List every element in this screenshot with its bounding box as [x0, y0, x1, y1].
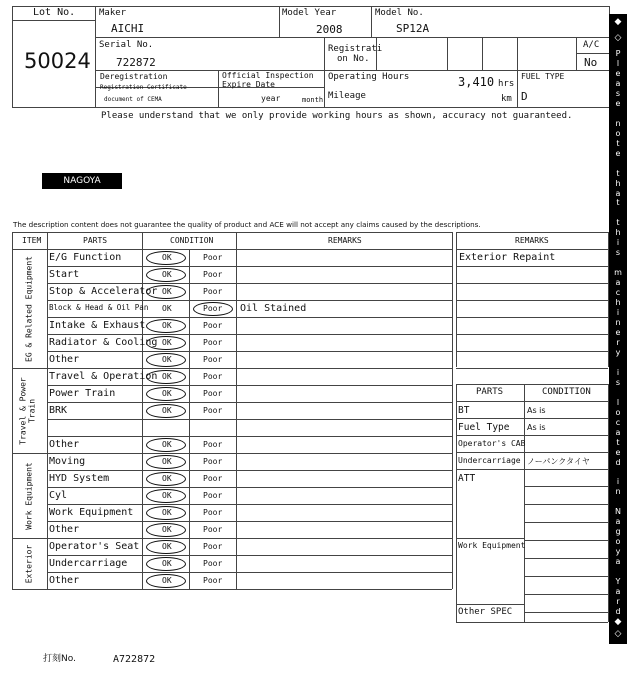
- diamond-outline-icon: ◇: [614, 629, 622, 639]
- selected-ok-circle: [146, 557, 186, 571]
- poor-option[interactable]: Poor: [203, 270, 223, 279]
- pc-row-part: Operator's CAB: [458, 439, 526, 448]
- col-header-remarks: REMARKS: [328, 236, 362, 245]
- fuel-type-label: FUEL TYPE: [521, 72, 565, 81]
- row-part-label: Cyl: [49, 490, 68, 501]
- selected-ok-circle: [146, 523, 186, 537]
- sidebar-char: y: [615, 347, 621, 357]
- selected-ok-circle: [146, 353, 186, 367]
- item-group-label-line1: Work Equipment: [24, 461, 34, 530]
- sidebar-char: a: [615, 587, 621, 597]
- right-remarks-header: REMARKS: [515, 236, 549, 245]
- pc-work-equipment: Work Equipment: [458, 541, 526, 550]
- row-remark: Oil Stained: [240, 303, 307, 314]
- row-part-label: Stop & Accelerator: [49, 286, 158, 297]
- selected-ok-circle: [146, 540, 186, 554]
- ok-option[interactable]: OK: [162, 338, 172, 347]
- pc-other-spec: Other SPEC: [458, 607, 513, 617]
- table-row: [47, 487, 452, 504]
- diamond-icon: ◆: [614, 17, 622, 27]
- selected-ok-circle: [146, 506, 186, 520]
- serial-label: Serial No.: [99, 40, 154, 50]
- diamond-outline-icon: ◇: [614, 33, 622, 43]
- table-row: [47, 266, 452, 283]
- ok-option[interactable]: OK: [162, 542, 172, 551]
- item-group-label: [19, 368, 41, 453]
- table-row: [47, 351, 452, 368]
- table-row: [47, 572, 452, 589]
- sidebar-char: d: [615, 607, 621, 616]
- sidebar-char: a: [615, 517, 621, 527]
- fuel-type-value: D: [521, 90, 528, 103]
- model-year-value: 2008: [316, 23, 343, 36]
- row-part-label: Other: [49, 524, 80, 535]
- selected-ok-circle: [146, 455, 186, 469]
- item-group-label-line2: Train: [27, 398, 37, 423]
- pc-row-part: Undercarriage: [458, 456, 521, 465]
- col-header-item: ITEM: [22, 236, 42, 245]
- sidebar-char: d: [615, 457, 621, 467]
- sidebar-char: o: [615, 407, 621, 417]
- row-part-label: Undercarriage: [49, 558, 128, 569]
- registration-label-2: on No.: [337, 54, 370, 64]
- pc-col-condition: CONDITION: [542, 387, 591, 397]
- km-unit: km: [501, 94, 512, 104]
- col-header-parts: PARTS: [83, 236, 108, 245]
- lot-number: 50024: [24, 49, 91, 73]
- diamond-icon: ◆: [614, 617, 622, 627]
- poor-option[interactable]: Poor: [203, 338, 223, 347]
- hrs-unit: hrs: [498, 79, 515, 89]
- sidebar-char: t: [616, 138, 620, 148]
- sidebar-char: s: [615, 88, 621, 98]
- poor-option[interactable]: Poor: [203, 355, 223, 364]
- ok-option[interactable]: OK: [162, 474, 172, 483]
- poor-option[interactable]: Poor: [203, 491, 223, 500]
- sidebar-char: a: [615, 278, 621, 288]
- sidebar-char: t: [616, 168, 620, 178]
- pc-col-parts: PARTS: [476, 387, 504, 397]
- ok-option[interactable]: OK: [162, 406, 172, 415]
- ok-option[interactable]: OK: [162, 559, 172, 568]
- stamp-label: 打刻No.: [43, 654, 76, 664]
- sidebar-char: o: [615, 128, 621, 138]
- sidebar-char: e: [615, 328, 621, 337]
- item-group-label-line1: Exterior: [24, 544, 34, 583]
- sidebar-char: i: [616, 477, 620, 487]
- sidebar-char: h: [615, 228, 621, 238]
- cema-label: document of CEMA: [104, 96, 162, 103]
- row-part-label: Start: [49, 269, 80, 280]
- lot-label: Lot No.: [33, 7, 76, 18]
- inspection-label-2: Expire Date: [222, 80, 275, 89]
- mileage-label: Mileage: [328, 91, 366, 101]
- ok-option[interactable]: OK: [162, 440, 172, 449]
- selected-ok-circle: [146, 489, 186, 503]
- notice-text: Please understand that we only provide working hours as shown, accuracy not guaranteed.: [101, 111, 573, 121]
- row-part-label: HYD System: [49, 473, 110, 484]
- poor-option[interactable]: Poor: [203, 253, 223, 262]
- sidebar-char: e: [615, 98, 621, 108]
- sidebar-char: e: [615, 148, 621, 158]
- selected-ok-circle: [146, 472, 186, 486]
- sidebar-char: h: [615, 298, 621, 308]
- sidebar-char: t: [616, 198, 620, 208]
- ok-option[interactable]: OK: [162, 372, 172, 381]
- poor-option[interactable]: Poor: [203, 525, 223, 534]
- ok-option[interactable]: OK: [162, 389, 172, 398]
- poor-option[interactable]: Poor: [203, 389, 223, 398]
- ok-option[interactable]: OK: [162, 525, 172, 534]
- sidebar-char: s: [615, 248, 621, 258]
- table-row: [47, 521, 452, 538]
- table-row: [47, 419, 452, 436]
- sidebar-char: a: [615, 427, 621, 437]
- sidebar-char: l: [616, 397, 620, 407]
- selected-ok-circle: [146, 438, 186, 452]
- row-part-label: Moving: [49, 456, 86, 467]
- table-row: [47, 402, 452, 419]
- op-hours-label: Operating Hours: [328, 72, 410, 82]
- table-row: [47, 453, 452, 470]
- poor-option[interactable]: Poor: [203, 304, 223, 313]
- sidebar-char: a: [615, 188, 621, 198]
- model-year-label: Model Year: [282, 8, 337, 18]
- ac-label: A/C: [583, 40, 600, 50]
- sidebar-char: o: [615, 537, 621, 547]
- poor-option[interactable]: Poor: [203, 440, 223, 449]
- row-part-label: Other: [49, 575, 80, 586]
- row-part-label: Radiator & Cooling: [49, 337, 158, 348]
- selected-ok-circle: [146, 574, 186, 588]
- selected-ok-circle: [146, 387, 186, 401]
- ac-value: No: [584, 56, 598, 69]
- item-group-label: [19, 453, 41, 538]
- ok-option[interactable]: OK: [162, 491, 172, 500]
- selected-ok-circle: [146, 370, 186, 384]
- sidebar-char: y: [615, 547, 621, 557]
- selected-ok-circle: [146, 336, 186, 350]
- sidebar-char: i: [616, 367, 620, 377]
- row-part-label: Travel & Operation: [49, 371, 158, 382]
- sidebar-char: i: [616, 308, 620, 318]
- item-group-label-line1: Travel & Power: [18, 376, 28, 445]
- model-no-label: Model No.: [375, 8, 424, 18]
- year-label: year: [261, 94, 281, 103]
- sidebar-char: n: [615, 318, 621, 328]
- selected-ok-circle: [146, 251, 186, 265]
- model-no-value: SP12A: [396, 22, 430, 35]
- maker-label: Maker: [99, 8, 127, 18]
- row-part-label: Other: [49, 439, 80, 450]
- sidebar-char: r: [616, 337, 620, 347]
- sidebar-char: m: [614, 268, 622, 278]
- row-part-label: Operator's Seat: [49, 541, 140, 552]
- ok-option[interactable]: OK: [162, 287, 172, 296]
- yard-badge: NAGOYA: [42, 173, 122, 189]
- sidebar-char: N: [615, 507, 621, 517]
- sidebar-char: t: [616, 218, 620, 228]
- sidebar-text: [609, 14, 610, 15]
- poor-option[interactable]: Poor: [203, 372, 223, 381]
- ok-option[interactable]: OK: [162, 253, 172, 262]
- pc-row-part: Fuel Type: [458, 422, 510, 433]
- table-row: [47, 436, 452, 453]
- sidebar-char: a: [615, 78, 621, 88]
- selected-ok-circle: [146, 319, 186, 333]
- ok-option[interactable]: OK: [162, 321, 172, 330]
- ok-option[interactable]: OK: [162, 270, 172, 279]
- sidebar-char: c: [615, 417, 621, 427]
- poor-option[interactable]: Poor: [203, 474, 223, 483]
- sidebar-char: l: [616, 58, 620, 68]
- row-part-label: Power Train: [49, 388, 116, 399]
- sidebar-char: i: [616, 238, 620, 248]
- poor-option[interactable]: Poor: [203, 287, 223, 296]
- ok-option[interactable]: OK: [162, 508, 172, 517]
- poor-option[interactable]: Poor: [203, 559, 223, 568]
- selected-ok-circle: [146, 268, 186, 282]
- stamp-value: A722872: [113, 654, 156, 665]
- item-group-label-line1: EG & Related Equipment: [24, 255, 34, 362]
- row-part-label: E/G Function: [49, 252, 122, 263]
- ok-option[interactable]: OK: [162, 457, 172, 466]
- pc-row-condition: ノーパンクタイヤ: [527, 457, 590, 466]
- poor-option[interactable]: Poor: [203, 321, 223, 330]
- ok-option[interactable]: OK: [162, 304, 172, 313]
- sidebar-char: n: [615, 118, 621, 128]
- row-part-label: Work Equipment: [49, 507, 134, 518]
- sidebar-char: n: [615, 487, 621, 497]
- reg-cert-label: Registration Certificate: [100, 84, 187, 91]
- row-part-label: Block & Head & Oil Pan: [49, 303, 149, 312]
- ok-option[interactable]: OK: [162, 355, 172, 364]
- sidebar-char: Y: [615, 577, 621, 587]
- serial-value: 722872: [116, 56, 156, 69]
- sidebar-char: e: [615, 68, 621, 78]
- pc-row-part: ATT: [458, 473, 476, 484]
- poor-option[interactable]: Poor: [203, 508, 223, 517]
- row-part-label: BRK: [49, 405, 68, 416]
- dereg-label: Deregistration: [100, 72, 168, 81]
- pc-row-condition: As is: [527, 423, 546, 432]
- poor-option[interactable]: Poor: [203, 542, 223, 551]
- poor-option[interactable]: Poor: [203, 576, 223, 585]
- right-remarks-entry: Exterior Repaint: [459, 252, 556, 263]
- registration-label-1: Registrati: [328, 44, 383, 54]
- row-part-label: Intake & Exhaust: [49, 320, 146, 331]
- disclaimer-text: The description content does not guarantee the quality of product and ACE will not accept any claims caused by the descriptions.: [13, 220, 481, 229]
- ok-option[interactable]: OK: [162, 576, 172, 585]
- month-label: month: [302, 96, 324, 104]
- selected-poor-circle: [193, 302, 233, 316]
- pc-row-condition: As is: [527, 406, 546, 415]
- vertical-notice-sidebar: [609, 14, 627, 644]
- sidebar-char: h: [615, 178, 621, 188]
- selected-ok-circle: [146, 285, 186, 299]
- op-hours-value: 3,410: [458, 75, 495, 89]
- sidebar-char: s: [615, 377, 621, 387]
- selected-ok-circle: [146, 404, 186, 418]
- inspection-label-1: Official Inspection: [222, 71, 314, 80]
- pc-row-part: BT: [458, 405, 470, 416]
- poor-option[interactable]: Poor: [203, 406, 223, 415]
- sidebar-char: g: [615, 527, 621, 537]
- sidebar-char: r: [616, 597, 620, 607]
- row-part-label: Other: [49, 354, 80, 365]
- sidebar-char: a: [615, 557, 621, 567]
- sidebar-char: e: [615, 447, 621, 457]
- maker-value: AICHI: [111, 22, 145, 35]
- sidebar-char: P: [615, 49, 621, 58]
- col-header-condition: CONDITION: [170, 236, 214, 245]
- sidebar-char: t: [616, 437, 620, 447]
- item-group-label: [19, 538, 41, 589]
- sidebar-char: c: [615, 288, 621, 298]
- item-group-label: [19, 249, 41, 368]
- poor-option[interactable]: Poor: [203, 457, 223, 466]
